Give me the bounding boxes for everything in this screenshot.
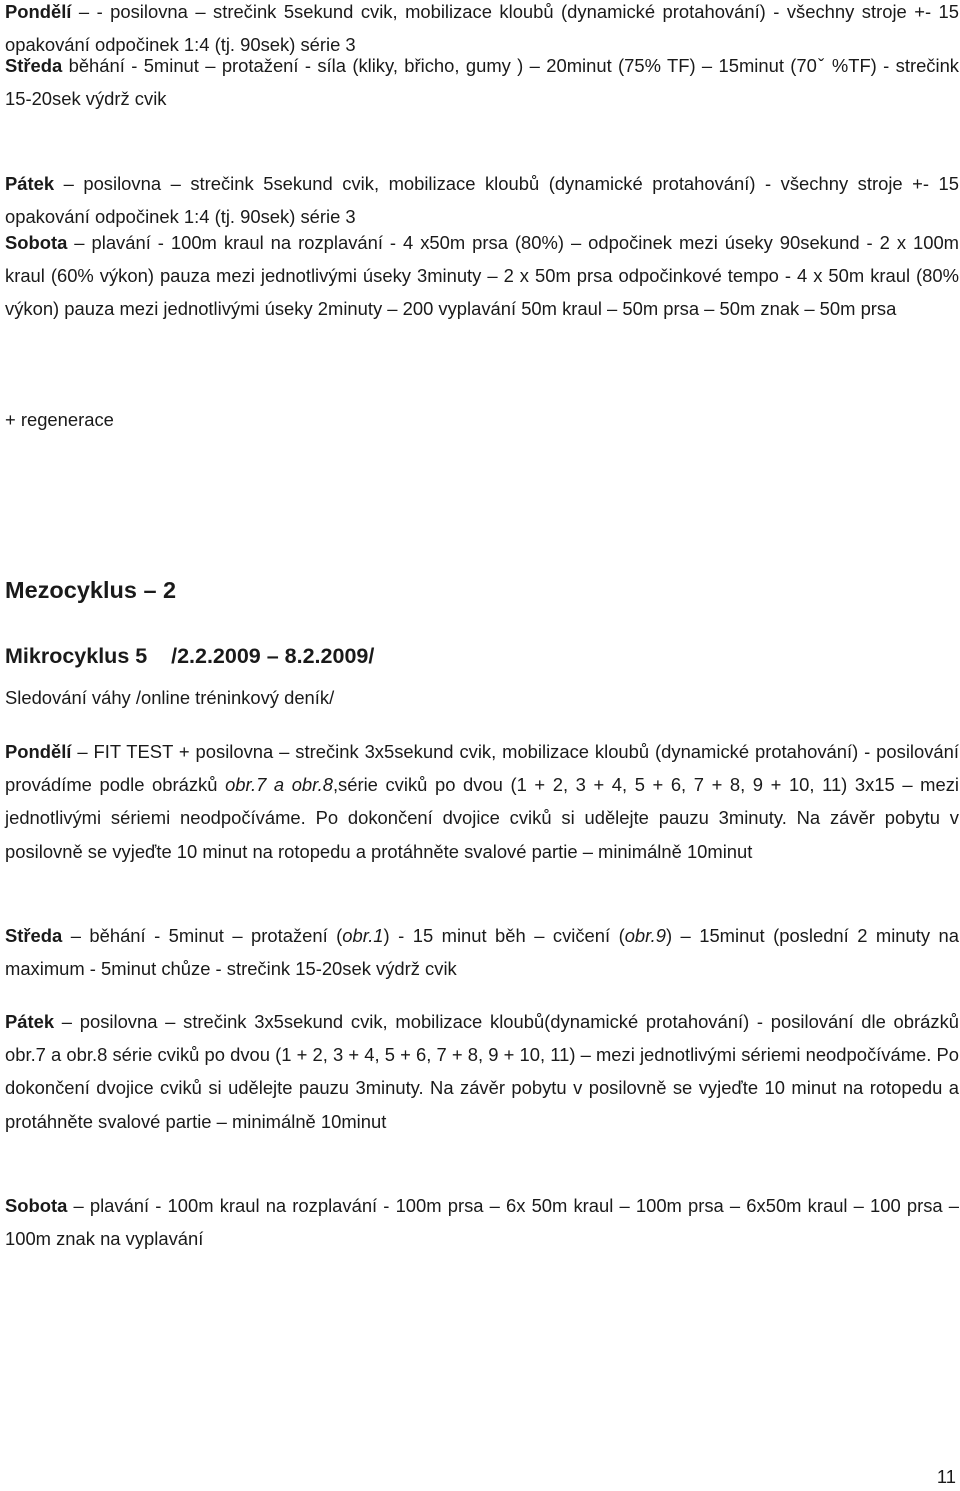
- paragraph-text: ,série cviků po dvou (1 + 2, 3 + 4, 5 + 6, 7 + 8, 9 + 10, 11) 3x15 – mezi jednotlivými sériemi neodpočíváme. Po dokončení dvojice cviků si udělejte pauzu 3minuty. Na závěr pobytu v posilovně se vyjeďte 10 minut na rotopedu a protáhněte svalové partie – minimálně 10minut: [5, 774, 959, 862]
- paragraph-text: ) – 15minut (poslední 2 minuty na maximum - 5minut chůze - strečink 15-20sek výdrž cvik: [5, 925, 959, 980]
- paragraph-text: – běhání - 5minut – protažení (: [62, 925, 343, 946]
- paragraph-friday-2: [5, 1005, 959, 1138]
- day-label: Pondělí: [5, 1, 72, 22]
- paragraph-text: běhání - 5minut – protažení - síla (kliky, břicho, gumy ) – 20minut (75% TF) – 15minut (70ˇ %TF) - strečink 15-20sek výdrž cvik: [5, 55, 959, 110]
- day-label: Pátek: [5, 173, 55, 194]
- paragraph-text: – plavání - 100m kraul na rozplavání - 4 x50m prsa (80%) – odpočinek mezi úseky 90sekund - 2 x 100m kraul (60% výkon) pauza mezi jednotlivými úseky 3minuty – 2 x 50m prsa odpočinkové tempo - 4 x 50m kraul (80% výkon) pauza mezi jednotlivými úseky 2minuty – 200 vyplavání 50m kraul – 50m prsa – 50m znak – 50m prsa: [5, 232, 959, 320]
- mezocyklus-heading: Mezocyklus – 2: [5, 577, 177, 603]
- paragraph-regenerace: [5, 403, 959, 436]
- paragraph-text: – FIT TEST + posilovna – strečink 3x5sekund cvik, mobilizace kloubů (dynamické protahování) - posilování provádíme podle obrázků: [5, 741, 959, 796]
- figure-reference: obr.9: [624, 925, 666, 946]
- figure-reference: obr.7 a obr.8: [225, 774, 333, 796]
- paragraph-text: – posilovna – strečink 5sekund cvik, mobilizace kloubů (dynamické protahování) - všechny stroje +- 15 opakování odpočinek 1:4 (tj. 90sek) série 3: [5, 173, 959, 228]
- paragraph-saturday-2: [5, 1189, 959, 1255]
- page-number: 11: [936, 1466, 956, 1487]
- mikrocyklus-heading: Mikrocyklus 5 /2.2.2009 – 8.2.2009/: [5, 644, 375, 668]
- paragraph-wednesday-1: [5, 49, 959, 115]
- paragraph-text: – plavání - 100m kraul na rozplavání - 100m prsa – 6x 50m kraul – 100m prsa – 6x50m kraul – 100 prsa – 100m znak na vyplavání: [5, 1195, 959, 1250]
- paragraph-saturday-1: [5, 226, 959, 326]
- figure-reference: obr.1: [342, 925, 384, 946]
- paragraph-text: – posilovna – strečink 3x5sekund cvik, mobilizace kloubů(dynamické protahování) - posilování dle obrázků obr.7 a obr.8 série cviků po dvou (1 + 2, 3 + 4, 5 + 6, 7 + 8, 9 + 10, 11) – mezi jednotlivými sériemi neodpočíváme. Po dokončení dvojice cviků si udělejte pauzu 3minuty. Na závěr pobytu v posilovně se vyjeďte 10 minut na rotopedu a protáhněte svalové partie – minimálně 10minut: [5, 1011, 959, 1132]
- day-label: Středa: [5, 55, 63, 76]
- day-label: Sobota: [5, 232, 68, 253]
- paragraph-friday-1: [5, 167, 959, 233]
- paragraph-text: – - posilovna – strečink 5sekund cvik, mobilizace kloubů (dynamické protahování) - všechny stroje +- 15 opakování odpočinek 1:4 (tj. 90sek) série 3: [5, 1, 959, 56]
- day-label: Středa: [5, 925, 63, 946]
- day-label: Pátek: [5, 1011, 55, 1032]
- sledovani-line: [5, 681, 959, 714]
- day-label: Sobota: [5, 1195, 68, 1216]
- paragraph-text: + regenerace: [5, 409, 114, 430]
- paragraph-text: Sledování váhy /online tréninkový deník/: [5, 687, 335, 708]
- paragraph-monday-2: [5, 735, 959, 868]
- paragraph-text: ) - 15 minut běh – cvičení (: [383, 925, 625, 946]
- day-label: Pondělí: [5, 741, 72, 762]
- paragraph-wednesday-2: [5, 919, 959, 985]
